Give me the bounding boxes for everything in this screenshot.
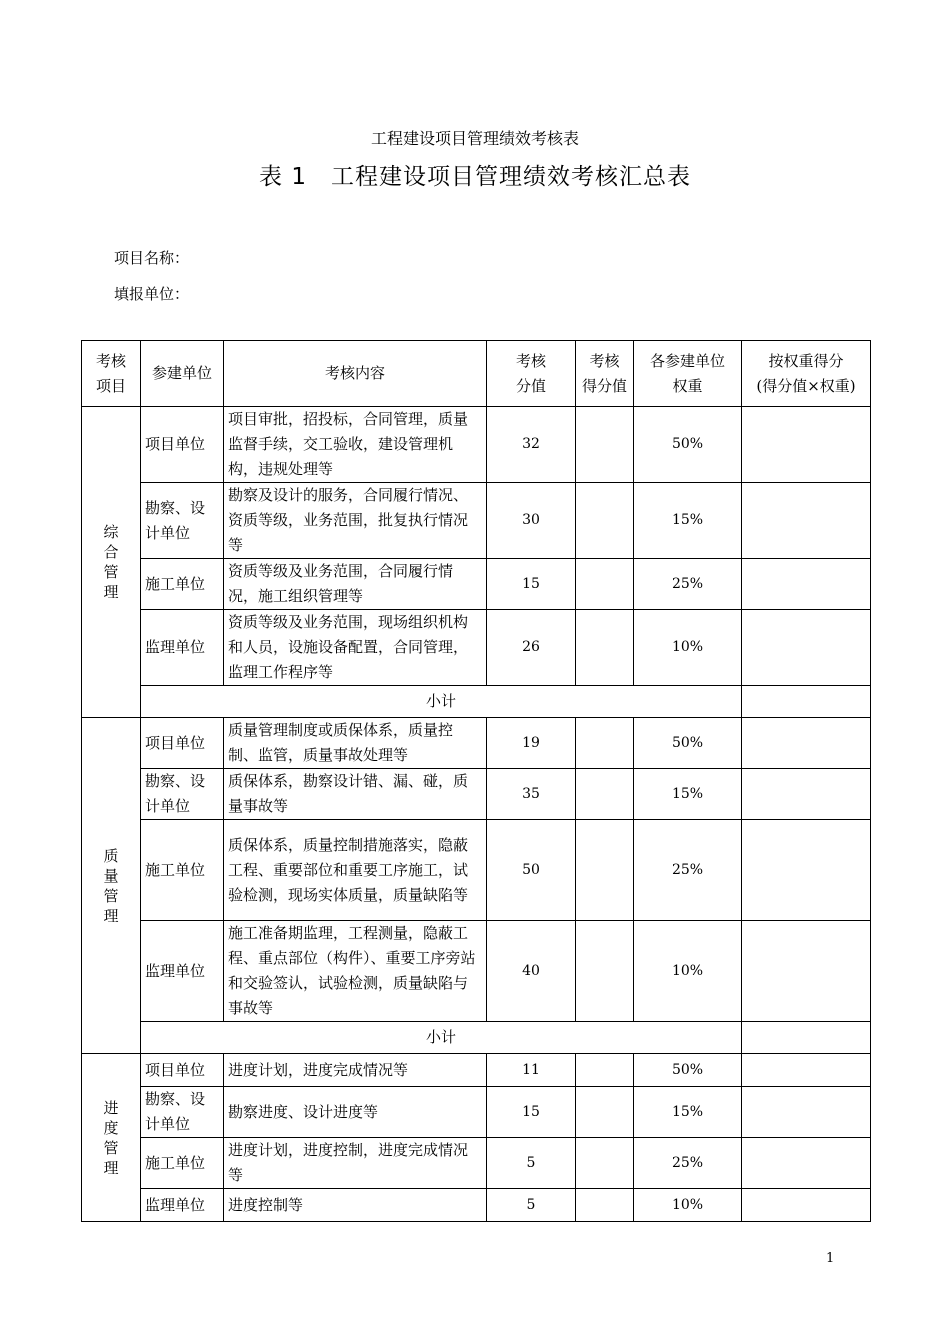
unit-cell: 监理单位 [141,1189,224,1222]
content-cell: 质保体系，勘察设计错、漏、碰，质量事故等 [224,769,487,820]
score-obtained-cell [576,1054,634,1087]
unit-cell: 勘察、设计单位 [141,483,224,559]
weighted-score-cell [742,769,871,820]
score-obtained-cell [576,559,634,610]
score-obtained-cell [576,820,634,921]
table-row [82,769,871,820]
category-label: 进度管理 [103,1098,119,1177]
category-cell [82,1054,141,1222]
weighted-score-cell [742,820,871,921]
content-cell: 项目审批，招投标，合同管理，质量监督手续，交工验收，建设管理机构，违规处理等 [224,407,487,483]
table-row [82,1087,871,1138]
table-row [82,559,871,610]
page-number: 1 [826,1251,835,1266]
subtotal-weighted-score-cell [742,1022,871,1054]
score-obtained-cell [576,921,634,1022]
subtotal-weighted-score-cell [742,686,871,718]
table-title: 表 1 工程建设项目管理绩效考核汇总表 [259,164,691,190]
score-value-cell: 15 [487,1087,576,1138]
unit-cell: 勘察、设计单位 [141,769,224,820]
weight-cell: 25% [634,559,742,610]
subtotal-label: 小计 [141,1022,742,1054]
content-cell: 质保体系，质量控制措施落实，隐蔽工程、重要部位和重要工序施工，试验检测，现场实体质量，质量缺陷等 [224,820,487,921]
score-value-cell: 5 [487,1189,576,1222]
table-row [82,610,871,686]
category-label: 质量管理 [103,846,119,925]
table-row [82,407,871,483]
weighted-score-cell [742,407,871,483]
header-item: 考核 项目 [82,341,141,407]
header-weighted-score: 按权重得分 (得分值×权重) [742,341,871,407]
weight-cell: 50% [634,1054,742,1087]
score-obtained-cell [576,483,634,559]
score-obtained-cell [576,718,634,769]
weighted-score-cell [742,610,871,686]
table-row [82,1054,871,1087]
weighted-score-cell [742,1138,871,1189]
content-cell: 勘察进度、设计进度等 [224,1087,487,1138]
score-value-cell: 50 [487,820,576,921]
score-obtained-cell [576,1087,634,1138]
content-cell: 质量管理制度或质保体系，质量控制、监管，质量事故处理等 [224,718,487,769]
score-value-cell: 19 [487,718,576,769]
content-cell: 进度控制等 [224,1189,487,1222]
score-value-cell: 26 [487,610,576,686]
weighted-score-cell [742,718,871,769]
weight-cell: 15% [634,1087,742,1138]
weight-cell: 10% [634,610,742,686]
document-title: 工程建设项目管理绩效考核表 [370,129,579,148]
weight-cell: 50% [634,718,742,769]
unit-cell: 项目单位 [141,1054,224,1087]
weight-cell: 25% [634,820,742,921]
unit-cell: 施工单位 [141,820,224,921]
score-value-cell: 32 [487,407,576,483]
content-cell: 施工准备期监理，工程测量，隐蔽工程、重点部位（构件）、重要工序旁站和交验签认，试验检测，质量缺陷与事故等 [224,921,487,1022]
weight-cell: 15% [634,483,742,559]
score-obtained-cell [576,1189,634,1222]
score-obtained-cell [576,1138,634,1189]
subtotal-row [82,686,871,718]
subtotal-row [82,1022,871,1054]
weighted-score-cell [742,559,871,610]
category-label: 综合管理 [103,523,119,601]
table-row [82,718,871,769]
table-row [82,1189,871,1222]
header-weight: 各参建单位 权重 [634,341,742,407]
weighted-score-cell [742,1087,871,1138]
unit-cell: 勘察、设计单位 [141,1087,224,1138]
score-obtained-cell [576,610,634,686]
category-cell [82,407,141,718]
unit-cell: 施工单位 [141,1138,224,1189]
category-cell [82,718,141,1054]
unit-cell: 施工单位 [141,559,224,610]
unit-cell: 项目单位 [141,407,224,483]
weighted-score-cell [742,1189,871,1222]
table-row [82,921,871,1022]
header-row [82,341,871,407]
unit-cell: 监理单位 [141,610,224,686]
weight-cell: 10% [634,1189,742,1222]
weight-cell: 25% [634,1138,742,1189]
content-cell: 资质等级及业务范围，现场组织机构和人员，设施设备配置，合同管理，监理工作程序等 [224,610,487,686]
score-value-cell: 30 [487,483,576,559]
header-score-obtained: 考核 得分值 [576,341,634,407]
content-cell: 进度计划，进度控制，进度完成情况等 [224,1138,487,1189]
header-score-value: 考核 分值 [487,341,576,407]
filling-unit-label: 填报单位： [114,285,190,303]
content-cell: 进度计划，进度完成情况等 [224,1054,487,1087]
unit-cell: 项目单位 [141,718,224,769]
weighted-score-cell [742,483,871,559]
weight-cell: 15% [634,769,742,820]
score-value-cell: 15 [487,559,576,610]
score-value-cell: 5 [487,1138,576,1189]
table-row [82,820,871,921]
table-row [82,1138,871,1189]
score-obtained-cell [576,407,634,483]
summary-table [81,340,871,1222]
weight-cell: 10% [634,921,742,1022]
weighted-score-cell [742,921,871,1022]
weighted-score-cell [742,1054,871,1087]
score-value-cell: 35 [487,769,576,820]
score-value-cell: 40 [487,921,576,1022]
score-value-cell: 11 [487,1054,576,1087]
project-name-label: 项目名称： [114,249,190,267]
header-content: 考核内容 [224,341,487,407]
weight-cell: 50% [634,407,742,483]
table-row [82,483,871,559]
score-obtained-cell [576,769,634,820]
content-cell: 勘察及设计的服务，合同履行情况、资质等级，业务范围，批复执行情况等 [224,483,487,559]
header-unit: 参建单位 [141,341,224,407]
unit-cell: 监理单位 [141,921,224,1022]
content-cell: 资质等级及业务范围，合同履行情况，施工组织管理等 [224,559,487,610]
subtotal-label: 小计 [141,686,742,718]
